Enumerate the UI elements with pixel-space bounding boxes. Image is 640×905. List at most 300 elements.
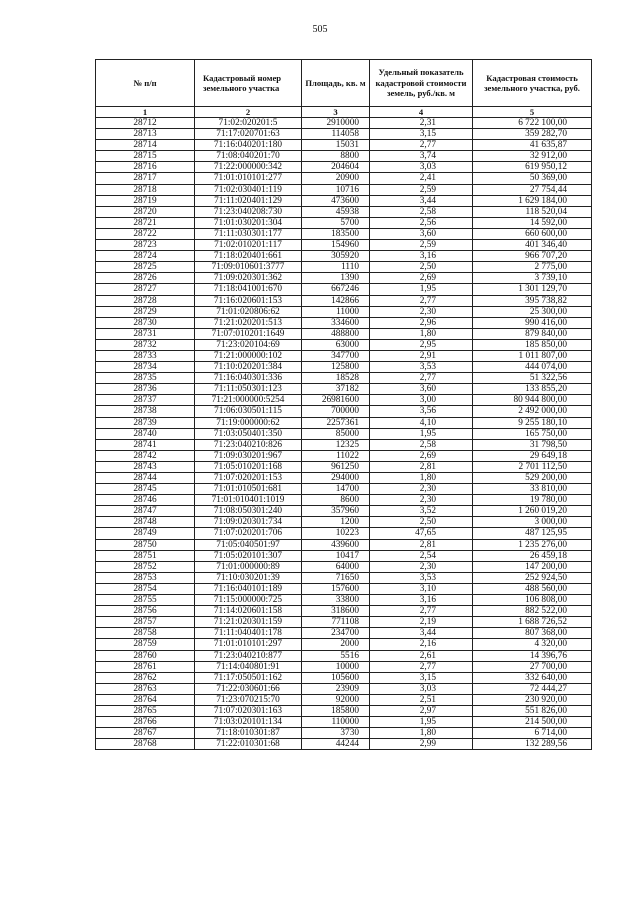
row-number-cell: 28760: [96, 650, 195, 661]
specific-value-cell: 2,58: [370, 439, 473, 450]
table-row: [96, 406, 592, 417]
header-cadastral-number: Кадастровый номер земельного участка: [195, 60, 302, 107]
row-number-cell: 28714: [96, 140, 195, 151]
area-cell: 204604: [302, 162, 370, 173]
area-cell: 2000: [302, 639, 370, 650]
cadastral-number-cell: 71:15:000000:725: [195, 595, 302, 606]
row-number-cell: 28731: [96, 328, 195, 339]
row-number-cell: 28751: [96, 550, 195, 561]
cadastral-value-cell: 27 700,00: [473, 661, 592, 672]
cadastral-value-cell: 19 780,00: [473, 495, 592, 506]
area-cell: 26981600: [302, 395, 370, 406]
row-number-cell: 28727: [96, 284, 195, 295]
table-row: [96, 262, 592, 273]
specific-value-cell: 3,15: [370, 129, 473, 140]
cadastral-value-cell: 2 775,00: [473, 262, 592, 273]
table-row: [96, 129, 592, 140]
cadastral-number-cell: 71:16:040101:189: [195, 583, 302, 594]
row-number-cell: 28762: [96, 672, 195, 683]
cadastral-number-cell: 71:18:010301:87: [195, 728, 302, 739]
row-number-cell: 28753: [96, 572, 195, 583]
cadastral-number-cell: 71:06:030501:115: [195, 406, 302, 417]
cadastral-value-cell: 252 924,50: [473, 572, 592, 583]
area-cell: 234700: [302, 628, 370, 639]
table-row: [96, 417, 592, 428]
cadastral-number-cell: 71:01:010101:297: [195, 639, 302, 650]
row-number-cell: 28730: [96, 317, 195, 328]
area-cell: 305920: [302, 251, 370, 262]
specific-value-cell: 3,16: [370, 251, 473, 262]
cadastral-number-cell: 71:21:000000:5254: [195, 395, 302, 406]
area-cell: 10223: [302, 528, 370, 539]
cadastral-value-cell: 444 074,00: [473, 362, 592, 373]
row-number-cell: 28725: [96, 262, 195, 273]
area-cell: 15031: [302, 140, 370, 151]
cadastral-number-cell: 71:09:020301:734: [195, 517, 302, 528]
table-row: [96, 517, 592, 528]
specific-value-cell: 2,30: [370, 484, 473, 495]
cadastral-number-cell: 71:17:020701:63: [195, 129, 302, 140]
cadastral-value-cell: 4 320,00: [473, 639, 592, 650]
cadastral-value-cell: 2 701 112,50: [473, 461, 592, 472]
cadastral-value-table: [95, 59, 592, 750]
row-number-cell: 28734: [96, 362, 195, 373]
table-row: [96, 362, 592, 373]
area-cell: 92000: [302, 694, 370, 705]
cadastral-value-cell: 401 346,40: [473, 240, 592, 251]
row-number-cell: 28728: [96, 295, 195, 306]
cadastral-number-cell: 71:01:030201:304: [195, 217, 302, 228]
cadastral-number-cell: 71:08:050301:240: [195, 506, 302, 517]
row-number-cell: 28763: [96, 683, 195, 694]
specific-value-cell: 2,50: [370, 517, 473, 528]
cadastral-value-cell: 72 444,27: [473, 683, 592, 694]
column-number: 5: [473, 107, 592, 118]
cadastral-number-cell: 71:16:020601:153: [195, 295, 302, 306]
cadastral-number-cell: 71:07:020301:163: [195, 705, 302, 716]
column-number: 4: [370, 107, 473, 118]
area-cell: 114058: [302, 129, 370, 140]
row-number-cell: 28747: [96, 506, 195, 517]
cadastral-number-cell: 71:23:070215:70: [195, 694, 302, 705]
specific-value-cell: 2,77: [370, 295, 473, 306]
cadastral-number-cell: 71:02:030401:119: [195, 184, 302, 195]
cadastral-number-cell: 71:01:010401:1019: [195, 495, 302, 506]
specific-value-cell: 2,30: [370, 306, 473, 317]
cadastral-value-cell: 14 592,00: [473, 217, 592, 228]
cadastral-value-cell: 51 322,56: [473, 373, 592, 384]
row-number-cell: 28745: [96, 484, 195, 495]
cadastral-value-cell: 1 629 184,00: [473, 195, 592, 206]
cadastral-number-cell: 71:05:020101:307: [195, 550, 302, 561]
cadastral-value-cell: 41 635,87: [473, 140, 592, 151]
row-number-cell: 28758: [96, 628, 195, 639]
cadastral-value-cell: 14 396,76: [473, 650, 592, 661]
cadastral-number-cell: 71:03:050401:350: [195, 428, 302, 439]
area-cell: 5700: [302, 217, 370, 228]
area-cell: 157600: [302, 583, 370, 594]
specific-value-cell: 2,31: [370, 118, 473, 129]
specific-value-cell: 1,95: [370, 428, 473, 439]
table-row: [96, 195, 592, 206]
table-row: [96, 672, 592, 683]
cadastral-number-cell: 71:05:040501:97: [195, 539, 302, 550]
cadastral-number-cell: 71:02:010201:117: [195, 240, 302, 251]
cadastral-value-cell: 3 739,10: [473, 273, 592, 284]
area-cell: 44244: [302, 739, 370, 750]
row-number-cell: 28739: [96, 417, 195, 428]
cadastral-number-cell: 71:01:010101:277: [195, 173, 302, 184]
table-row: [96, 583, 592, 594]
cadastral-value-cell: 106 808,00: [473, 595, 592, 606]
row-number-cell: 28737: [96, 395, 195, 406]
table-row: [96, 617, 592, 628]
specific-value-cell: 2,30: [370, 495, 473, 506]
cadastral-value-cell: 1 011 807,00: [473, 350, 592, 361]
cadastral-value-cell: 882 522,00: [473, 606, 592, 617]
cadastral-value-cell: 551 826,00: [473, 705, 592, 716]
row-number-cell: 28712: [96, 118, 195, 129]
specific-value-cell: 2,99: [370, 739, 473, 750]
row-number-cell: 28754: [96, 583, 195, 594]
row-number-cell: 28748: [96, 517, 195, 528]
area-cell: 10716: [302, 184, 370, 195]
cadastral-number-cell: 71:09:010601:3777: [195, 262, 302, 273]
cadastral-value-cell: 26 459,18: [473, 550, 592, 561]
area-cell: 10000: [302, 661, 370, 672]
table-row: [96, 683, 592, 694]
row-number-cell: 28723: [96, 240, 195, 251]
cadastral-value-cell: 165 750,00: [473, 428, 592, 439]
row-number-cell: 28735: [96, 373, 195, 384]
table-row: [96, 606, 592, 617]
cadastral-number-cell: 71:03:020101:134: [195, 717, 302, 728]
table-row: [96, 306, 592, 317]
specific-value-cell: 3,60: [370, 228, 473, 239]
row-number-cell: 28715: [96, 151, 195, 162]
specific-value-cell: 2,54: [370, 550, 473, 561]
cadastral-value-cell: 2 492 000,00: [473, 406, 592, 417]
specific-value-cell: 3,15: [370, 672, 473, 683]
area-cell: 2910000: [302, 118, 370, 129]
table-row: [96, 628, 592, 639]
cadastral-value-cell: 118 520,04: [473, 206, 592, 217]
area-cell: 11000: [302, 306, 370, 317]
specific-value-cell: 3,03: [370, 162, 473, 173]
specific-value-cell: 1,80: [370, 728, 473, 739]
table-row: [96, 484, 592, 495]
area-cell: 5516: [302, 650, 370, 661]
row-number-cell: 28755: [96, 595, 195, 606]
cadastral-number-cell: 71:01:010501:681: [195, 484, 302, 495]
row-number-cell: 28746: [96, 495, 195, 506]
area-cell: 294000: [302, 473, 370, 484]
table-row: [96, 350, 592, 361]
table-row: [96, 539, 592, 550]
row-number-cell: 28749: [96, 528, 195, 539]
table-row: [96, 339, 592, 350]
table-row: [96, 384, 592, 395]
row-number-cell: 28750: [96, 539, 195, 550]
specific-value-cell: 2,50: [370, 262, 473, 273]
row-number-cell: 28768: [96, 739, 195, 750]
table-row: [96, 450, 592, 461]
area-cell: 63000: [302, 339, 370, 350]
specific-value-cell: 2,77: [370, 140, 473, 151]
area-cell: 700000: [302, 406, 370, 417]
cadastral-value-cell: 147 200,00: [473, 561, 592, 572]
specific-value-cell: 3,53: [370, 572, 473, 583]
cadastral-number-cell: 71:14:040801:91: [195, 661, 302, 672]
header-row: [96, 60, 592, 107]
table-row: [96, 528, 592, 539]
cadastral-value-cell: 332 640,00: [473, 672, 592, 683]
cadastral-value-cell: 6 722 100,00: [473, 118, 592, 129]
specific-value-cell: 3,74: [370, 151, 473, 162]
cadastral-value-cell: 488 560,00: [473, 583, 592, 594]
cadastral-value-cell: 1 260 019,20: [473, 506, 592, 517]
table-row: [96, 140, 592, 151]
area-cell: 771108: [302, 617, 370, 628]
cadastral-value-cell: 879 840,00: [473, 328, 592, 339]
area-cell: 1200: [302, 517, 370, 528]
specific-value-cell: 3,53: [370, 362, 473, 373]
row-number-cell: 28733: [96, 350, 195, 361]
cadastral-value-cell: 50 369,00: [473, 173, 592, 184]
cadastral-number-cell: 71:07:020201:706: [195, 528, 302, 539]
specific-value-cell: 2,59: [370, 240, 473, 251]
specific-value-cell: 3,03: [370, 683, 473, 694]
table-row: [96, 473, 592, 484]
row-number-cell: 28740: [96, 428, 195, 439]
table-row: [96, 395, 592, 406]
row-number-cell: 28756: [96, 606, 195, 617]
row-number-cell: 28764: [96, 694, 195, 705]
specific-value-cell: 1,95: [370, 717, 473, 728]
area-cell: 64000: [302, 561, 370, 572]
cadastral-value-cell: 214 500,00: [473, 717, 592, 728]
table-row: [96, 118, 592, 129]
row-number-cell: 28761: [96, 661, 195, 672]
area-cell: 14700: [302, 484, 370, 495]
table-row: [96, 739, 592, 750]
cadastral-number-cell: 71:14:020601:158: [195, 606, 302, 617]
row-number-cell: 28721: [96, 217, 195, 228]
cadastral-value-cell: 619 950,12: [473, 162, 592, 173]
specific-value-cell: 2,69: [370, 273, 473, 284]
cadastral-number-cell: 71:09:020301:362: [195, 273, 302, 284]
cadastral-number-cell: 71:11:050301:123: [195, 384, 302, 395]
specific-value-cell: 2,30: [370, 561, 473, 572]
row-number-cell: 28767: [96, 728, 195, 739]
cadastral-value-cell: 660 600,00: [473, 228, 592, 239]
cadastral-number-cell: 71:18:020401:661: [195, 251, 302, 262]
cadastral-number-cell: 71:23:040208:730: [195, 206, 302, 217]
area-cell: 961250: [302, 461, 370, 472]
area-cell: 183500: [302, 228, 370, 239]
specific-value-cell: 2,95: [370, 339, 473, 350]
cadastral-value-cell: 1 301 129,70: [473, 284, 592, 295]
cadastral-value-cell: 1 235 276,00: [473, 539, 592, 550]
cadastral-number-cell: 71:10:020201:384: [195, 362, 302, 373]
row-number-cell: 28724: [96, 251, 195, 262]
cadastral-value-cell: 230 920,00: [473, 694, 592, 705]
cadastral-number-cell: 71:01:020806:62: [195, 306, 302, 317]
cadastral-number-cell: 71:23:040210:877: [195, 650, 302, 661]
table-row: [96, 572, 592, 583]
table-row: [96, 273, 592, 284]
row-number-cell: 28738: [96, 406, 195, 417]
specific-value-cell: 3,44: [370, 628, 473, 639]
specific-value-cell: 1,95: [370, 284, 473, 295]
table-row: [96, 495, 592, 506]
area-cell: 142866: [302, 295, 370, 306]
specific-value-cell: 2,91: [370, 350, 473, 361]
column-number-row: [96, 107, 592, 118]
area-cell: 18528: [302, 373, 370, 384]
specific-value-cell: 3,52: [370, 506, 473, 517]
area-cell: 185800: [302, 705, 370, 716]
area-cell: 71650: [302, 572, 370, 583]
table-row: [96, 705, 592, 716]
table-row: [96, 228, 592, 239]
row-number-cell: 28743: [96, 461, 195, 472]
row-number-cell: 28717: [96, 173, 195, 184]
specific-value-cell: 2,77: [370, 661, 473, 672]
area-cell: 334600: [302, 317, 370, 328]
table-row: [96, 173, 592, 184]
specific-value-cell: 2,58: [370, 206, 473, 217]
cadastral-value-cell: 3 000,00: [473, 517, 592, 528]
cadastral-number-cell: 71:11:020401:129: [195, 195, 302, 206]
cadastral-value-cell: 9 255 180,10: [473, 417, 592, 428]
row-number-cell: 28726: [96, 273, 195, 284]
row-number-cell: 28718: [96, 184, 195, 195]
row-number-cell: 28719: [96, 195, 195, 206]
table-row: [96, 461, 592, 472]
area-cell: 85000: [302, 428, 370, 439]
row-number-cell: 28716: [96, 162, 195, 173]
table-row: [96, 284, 592, 295]
row-number-cell: 28765: [96, 705, 195, 716]
table-row: [96, 717, 592, 728]
cadastral-number-cell: 71:22:030601:66: [195, 683, 302, 694]
row-number-cell: 28744: [96, 473, 195, 484]
table-row: [96, 561, 592, 572]
specific-value-cell: 3,44: [370, 195, 473, 206]
area-cell: 488800: [302, 328, 370, 339]
cadastral-number-cell: 71:16:040301:336: [195, 373, 302, 384]
cadastral-value-cell: 6 714,00: [473, 728, 592, 739]
row-number-cell: 28736: [96, 384, 195, 395]
table-row: [96, 162, 592, 173]
cadastral-number-cell: 71:09:030201:967: [195, 450, 302, 461]
area-cell: 45938: [302, 206, 370, 217]
specific-value-cell: 2,97: [370, 705, 473, 716]
table-row: [96, 184, 592, 195]
cadastral-number-cell: 71:01:000000:89: [195, 561, 302, 572]
table-row: [96, 251, 592, 262]
specific-value-cell: 2,41: [370, 173, 473, 184]
cadastral-value-cell: 27 754,44: [473, 184, 592, 195]
specific-value-cell: 1,80: [370, 328, 473, 339]
area-cell: 20900: [302, 173, 370, 184]
cadastral-value-cell: 29 649,18: [473, 450, 592, 461]
specific-value-cell: 47,65: [370, 528, 473, 539]
row-number-cell: 28741: [96, 439, 195, 450]
cadastral-value-cell: 133 855,20: [473, 384, 592, 395]
row-number-cell: 28752: [96, 561, 195, 572]
area-cell: 105600: [302, 672, 370, 683]
area-cell: 23909: [302, 683, 370, 694]
specific-value-cell: 2,61: [370, 650, 473, 661]
cadastral-number-cell: 71:07:020201:153: [195, 473, 302, 484]
table-row: [96, 217, 592, 228]
table-row: [96, 240, 592, 251]
row-number-cell: 28732: [96, 339, 195, 350]
cadastral-value-cell: 1 688 726,52: [473, 617, 592, 628]
cadastral-number-cell: 71:08:040201:70: [195, 151, 302, 162]
specific-value-cell: 2,81: [370, 461, 473, 472]
specific-value-cell: 3,00: [370, 395, 473, 406]
area-cell: 8800: [302, 151, 370, 162]
area-cell: 110000: [302, 717, 370, 728]
table-row: [96, 506, 592, 517]
area-cell: 439600: [302, 539, 370, 550]
area-cell: 347700: [302, 350, 370, 361]
specific-value-cell: 2,77: [370, 373, 473, 384]
cadastral-value-cell: 25 300,00: [473, 306, 592, 317]
cadastral-number-cell: 71:23:020104:69: [195, 339, 302, 350]
table-row: [96, 328, 592, 339]
row-number-cell: 28759: [96, 639, 195, 650]
specific-value-cell: 2,96: [370, 317, 473, 328]
cadastral-value-cell: 966 707,20: [473, 251, 592, 262]
row-number-cell: 28722: [96, 228, 195, 239]
area-cell: 1390: [302, 273, 370, 284]
area-cell: 357960: [302, 506, 370, 517]
specific-value-cell: 2,51: [370, 694, 473, 705]
cadastral-number-cell: 71:21:000000:102: [195, 350, 302, 361]
table-row: [96, 439, 592, 450]
cadastral-number-cell: 71:11:030301:177: [195, 228, 302, 239]
area-cell: 33800: [302, 595, 370, 606]
cadastral-value-cell: 132 289,56: [473, 739, 592, 750]
area-cell: 12325: [302, 439, 370, 450]
specific-value-cell: 2,77: [370, 606, 473, 617]
specific-value-cell: 2,69: [370, 450, 473, 461]
cadastral-number-cell: 71:16:040201:180: [195, 140, 302, 151]
area-cell: 11022: [302, 450, 370, 461]
specific-value-cell: 2,59: [370, 184, 473, 195]
header-specific-value: Удельный показатель кадастровой стоимости земель, руб./кв. м: [370, 60, 473, 107]
table-row: [96, 639, 592, 650]
cadastral-number-cell: 71:11:040401:178: [195, 628, 302, 639]
table-row: [96, 206, 592, 217]
row-number-cell: 28729: [96, 306, 195, 317]
area-cell: 318600: [302, 606, 370, 617]
specific-value-cell: 2,81: [370, 539, 473, 550]
area-cell: 125800: [302, 362, 370, 373]
specific-value-cell: 2,56: [370, 217, 473, 228]
table-row: [96, 661, 592, 672]
cadastral-value-cell: 31 798,50: [473, 439, 592, 450]
cadastral-number-cell: 71:23:040210:826: [195, 439, 302, 450]
column-number: 3: [302, 107, 370, 118]
cadastral-value-cell: 487 125,95: [473, 528, 592, 539]
table-row: [96, 373, 592, 384]
table-row: [96, 317, 592, 328]
